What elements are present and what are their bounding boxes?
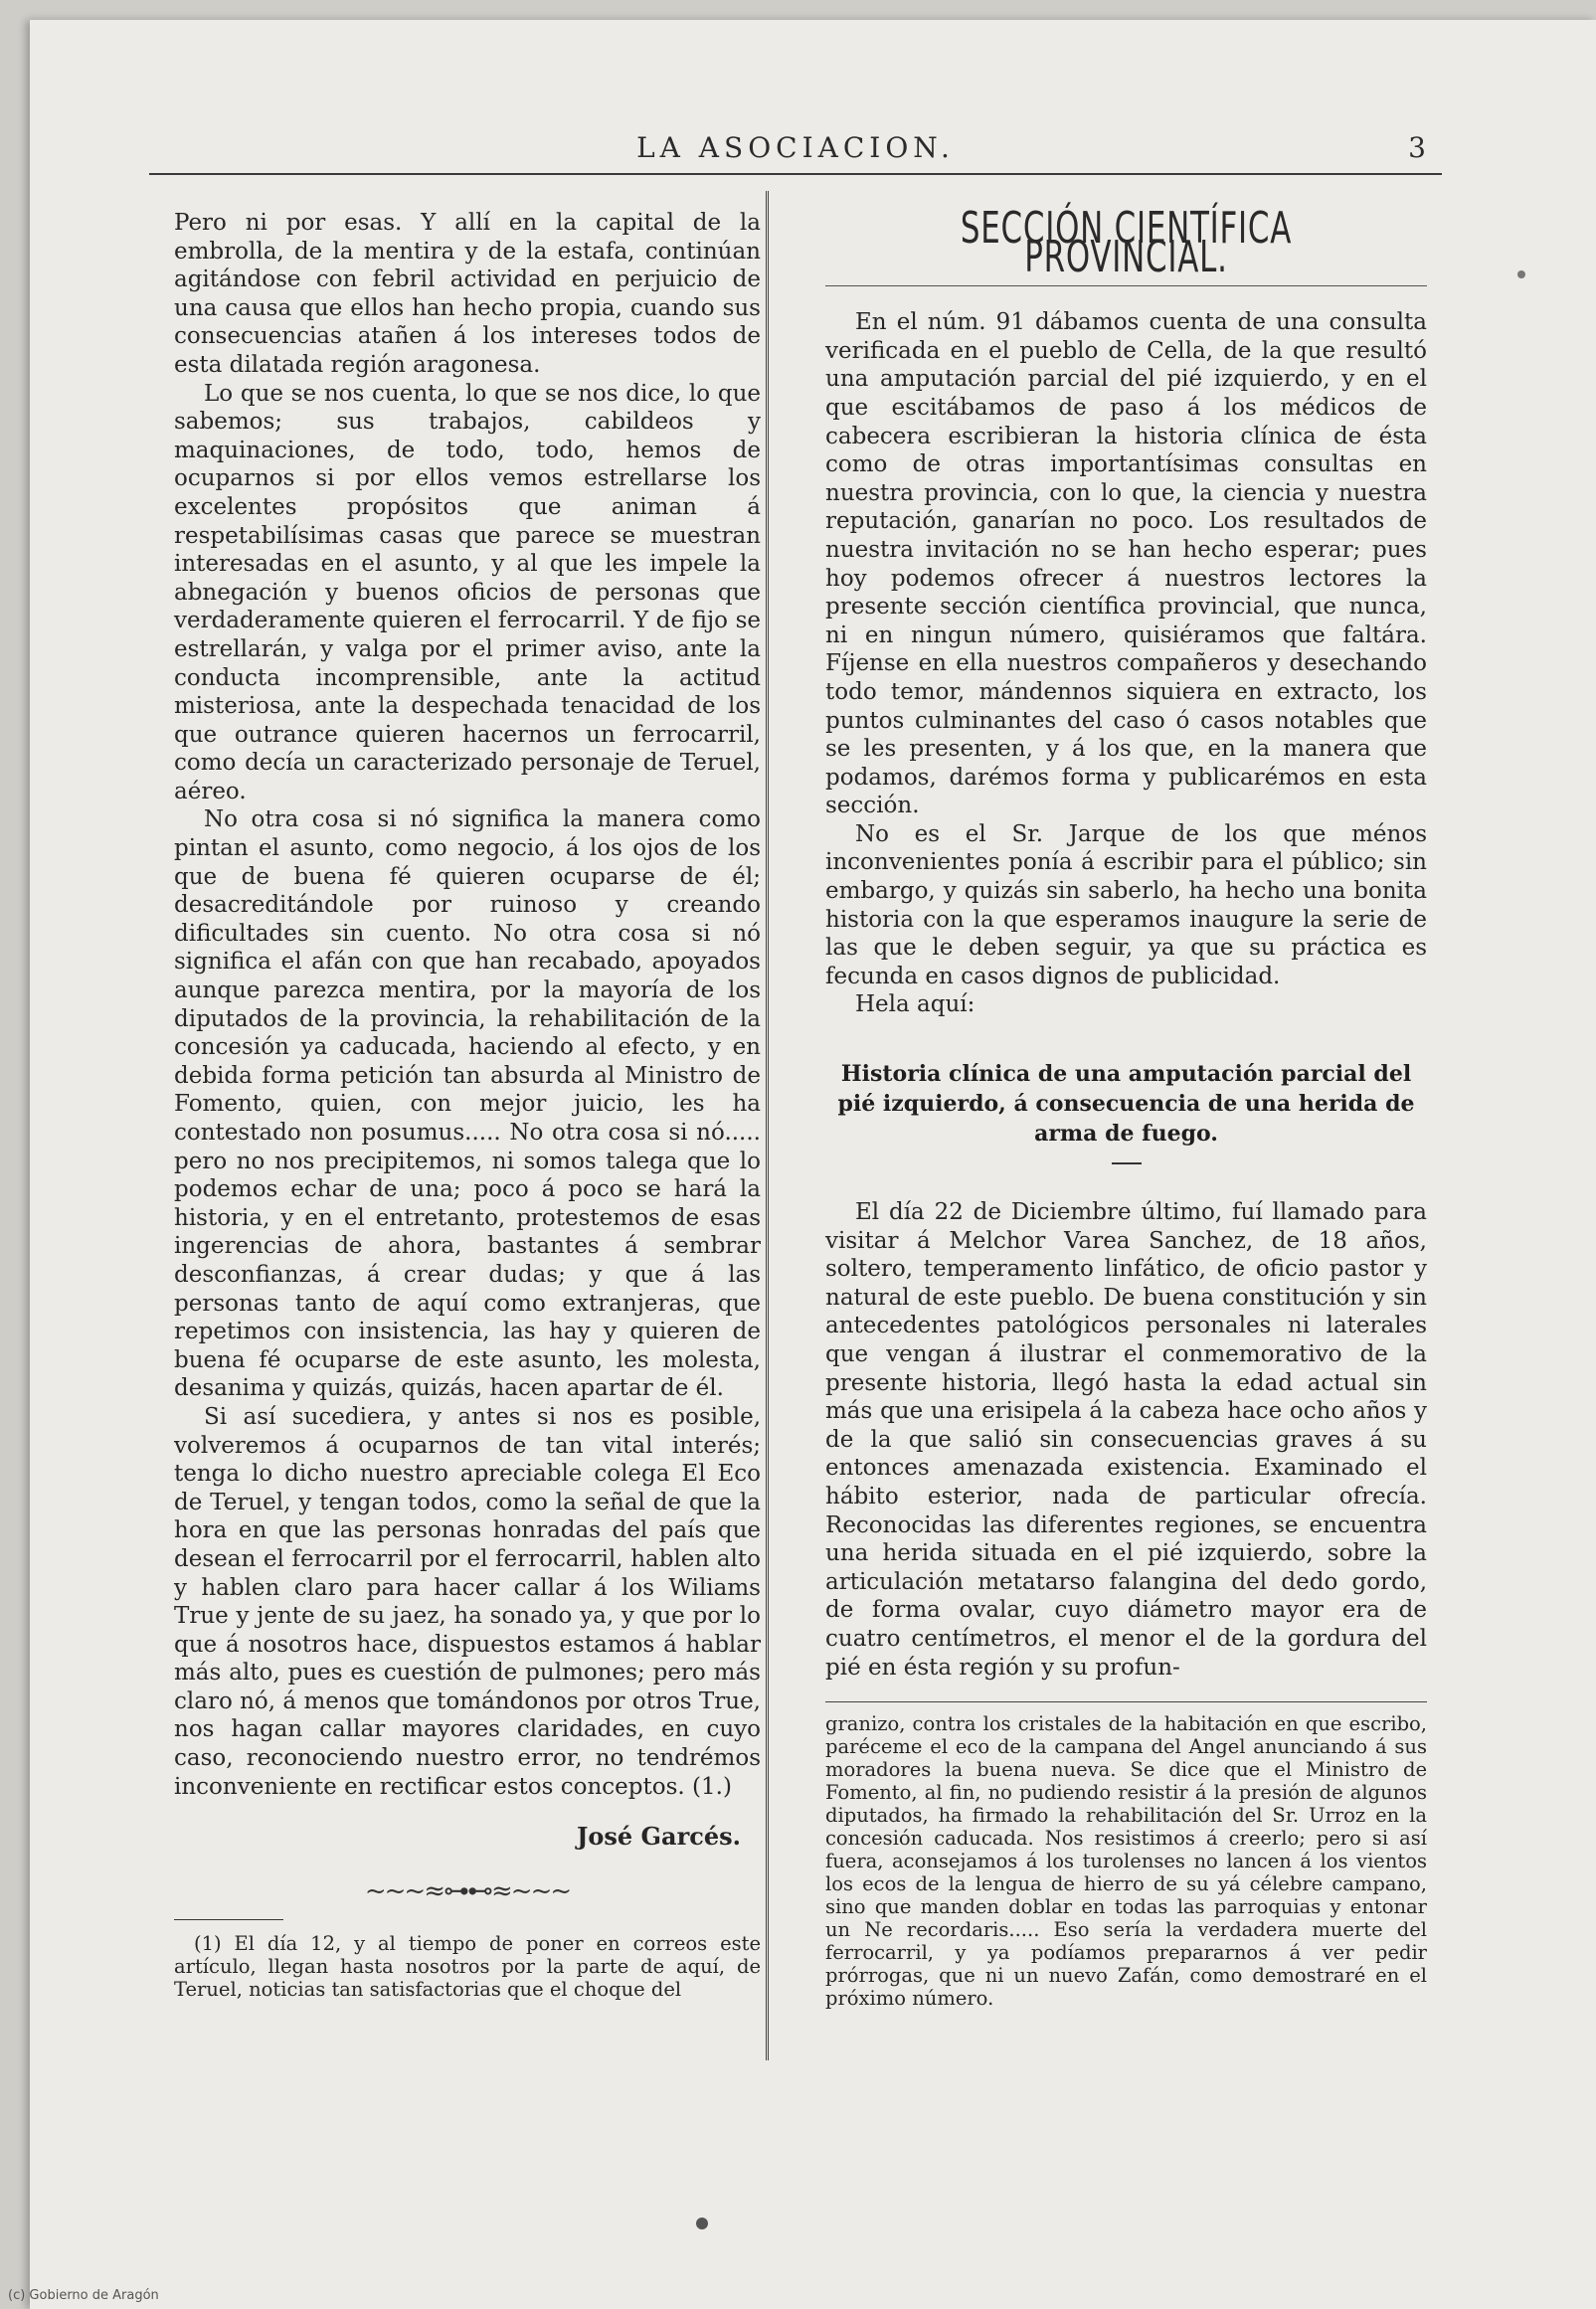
footnote-continuation bbox=[825, 1712, 1427, 2010]
section-title: SECCIÓN CIENTÍFICA PROVINCIAL. bbox=[960, 203, 1293, 282]
right-column bbox=[825, 203, 1427, 2011]
article-paragraph: Si así sucediera, y antes si nos es posible, volveremos á ocuparnos de tan vital interés; tenga lo dicho nuestro apreciable colega El Eco de Teruel, y tengan todos, como la señal de que la hora en que las personas honradas del país que desean el ferrocarril por el ferrocarril, hablen alto y hablen claro para hacer callar á los Wiliams True y jente de su jaez, ha sonado ya, y que por lo que á nosotros hace, dispuestos estamos á hablar más alto, pues es cuestión de pulmones; pero más claro nó, á menos que tomándonos por otros True, nos hagan callar mayores claridades, en cuyo caso, reconociendo nuestro error, no tendrémos inconveniente en rectificar estos conceptos. (1.) bbox=[174, 1403, 761, 1800]
copyright-watermark: (c) Gobierno de Aragón bbox=[8, 2288, 159, 2303]
ink-speck bbox=[696, 2218, 708, 2229]
subheading-rule bbox=[1112, 1162, 1142, 1164]
ink-speck bbox=[1517, 270, 1525, 278]
left-column bbox=[174, 209, 761, 2001]
footnote bbox=[174, 1932, 761, 2001]
clinical-history-heading: Historia clínica de una amputación parcial del pié izquierdo, á consecuencia de una herida de arma de fuego. bbox=[837, 1061, 1415, 1148]
footnote-rule bbox=[825, 1701, 1427, 1702]
footnote-text: granizo, contra los cristales de la habitación en que escribo, paréceme el eco de la campana del Angel anunciando á sus moradores la buena nueva. Se dice que el Ministro de Fomento, al fin, no pudiendo resistir á la presión de algunos diputados, ha firmado la rehabilitación del Sr. Urroz en la concesión caducada. Nos resistimos á creerlo; pero si así fuera, aconsejamos á los turolenses no lancen á los vientos los ecos de la lengua de hierro de su yá célebre campano, sino que manden doblar en todas las parroquias y entonar un Ne recordaris..... Eso sería la verdadera muerte del ferrocarril, y ya podíamos prepararnos á ver pedir prórrogas, que ni un nuevo Zafán, como demostraré en el próximo número. bbox=[825, 1712, 1427, 2011]
clinical-paragraph: El día 22 de Diciembre último, fuí llamado para visitar á Melchor Varea Sanchez, de 18 años, soltero, temperamento linfático, de oficio pastor y natural de este pueblo. De buena constitución y sin antecedentes patológicos personales ni laterales que vengan á ilustrar el conmemorativo de la presente historia, llegó hasta la edad actual sin más que una erisipela á la cabeza hace ocho años y de la que salió sin consecuencias graves á su entonces amenazada existencia. Examinado el hábito esterior, nada de particular ofrecía. Reconocidas las diferentes regiones, se encuentra una herida situada en el pié izquierdo, sobre la articulación metatarso falangina del dedo gordo, de forma ovalar, cuyo diámetro mayor era de cuatro centímetros, el menor el de la gordura del pié en ésta región y su profun- bbox=[825, 1199, 1427, 1681]
article-paragraph: Pero ni por esas. Y allí en la capital de la embrolla, de la mentira y de la estafa, continúan agitándose con febril actividad en perjuicio de una causa que ellos han hecho propia, cuando sus consecuencias atañen á los intereses todos de esta dilatada región aragonesa. bbox=[174, 210, 761, 378]
column-divider bbox=[766, 191, 769, 2060]
intro-paragraph: Hela aquí: bbox=[855, 991, 975, 1018]
newspaper-title: LA ASOCIACION. bbox=[636, 131, 955, 164]
page-number: 3 bbox=[1408, 131, 1426, 164]
intro-paragraph: En el núm. 91 dábamos cuenta de una consulta verificada en el pueblo de Cella, de la que resultó una amputación parcial del pié izquierdo, y en el que escitábamos de paso á los médicos de cabecera escribieran la historia clínica de ésta como de otras importantísimas consultas en nuestra provincia, con lo que, la ciencia y nuestra reputación, ganarían no poco. Los resultados de nuestra invitación no se han hecho esperar; pues hoy podemos ofrecer á nuestros lectores la presente sección científica provincial, que nunca, ni en ningun número, quisiéramos que faltára. Fíjense en ella nuestros compañeros y desechando todo temor, mándennos siquiera en extracto, los puntos culminantes del caso ó casos notables que se les presenten, y á los que, en la manera que podamos, darémos forma y publicarémos en esta sección. bbox=[825, 309, 1427, 819]
section-rule bbox=[825, 285, 1427, 286]
article-paragraph: No otra cosa si nó significa la manera como pintan el asunto, como negocio, á los ojos de los que de buena fé quieren ocuparse de él; desacreditándole por ruinoso y creando dificultades sin cuento. No otra cosa si nó significa el afán con que han recabado, apoyados aunque parezca mentira, por la mayoría de los diputados de la provincia, la rehabilitación de la concesión ya caducada, haciendo al efecto, y en debida forma petición tan absurda al Ministro de Fomento, quien, con mejor juicio, les ha contestado non posumus..... No otra cosa si nó..... pero no nos precipitemos, ni somos talega que lo podemos echar de una; poco á poco se hará la historia, y en el entretanto, protestemos de esas ingerencias de ahora, bastantes á sembrar desconfianzas, á crear dudas; y que á las personas tanto de aquí como extranjeras, que repetimos con insistencia, las hay y quieren de buena fé ocuparse de este asunto, les molesta, desanima y quizás, quizás, hacen apartar de él. bbox=[174, 806, 761, 1402]
intro-paragraph: No es el Sr. Jarque de los que ménos inconvenientes ponía á escribir para el público; sin embargo, y quizás sin saberlo, ha hecho una bonita historia con la que esperamos inaugure la serie de las que le deben seguir, ya que su práctica es fecunda en casos dignos de publicidad. bbox=[825, 820, 1427, 989]
ornament-flourish: ~~~≈⊶⊷≈~~~ bbox=[364, 1875, 571, 1906]
article-paragraph: Lo que se nos cuenta, lo que se nos dice, lo que sabemos; sus trabajos, cabildeos y maquinaciones, de todo, todo, hemos de ocuparnos si por ellos vemos estrellarse los excelentes propósitos que animan á respetabilísimas casas que parece se muestran interesadas en el asunto, y al que les impele la abnegación y buenos oficios de personas que verdaderamente quieren el ferrocarril. Y de fijo se estrellarán, y valga por el primer aviso, ante la conducta incomprensible, ante la actitud misteriosa, ante la despechada tenacidad de los que outrance quieren hacernos un ferrocarril, como decía un caracterizado personaje de Teruel, aéreo. bbox=[174, 380, 761, 804]
article-signature: José Garcés. bbox=[577, 1822, 741, 1852]
page-header bbox=[149, 131, 1442, 181]
footnote-rule bbox=[174, 1919, 283, 1920]
header-rule bbox=[149, 173, 1442, 175]
footnote-text: (1) El día 12, y al tiempo de poner en correos este artículo, llegan hasta nosotros por la parte de aquí, de Teruel, noticias tan satisfactorias que el choque del bbox=[174, 1932, 761, 2002]
newspaper-page bbox=[30, 20, 1596, 2309]
